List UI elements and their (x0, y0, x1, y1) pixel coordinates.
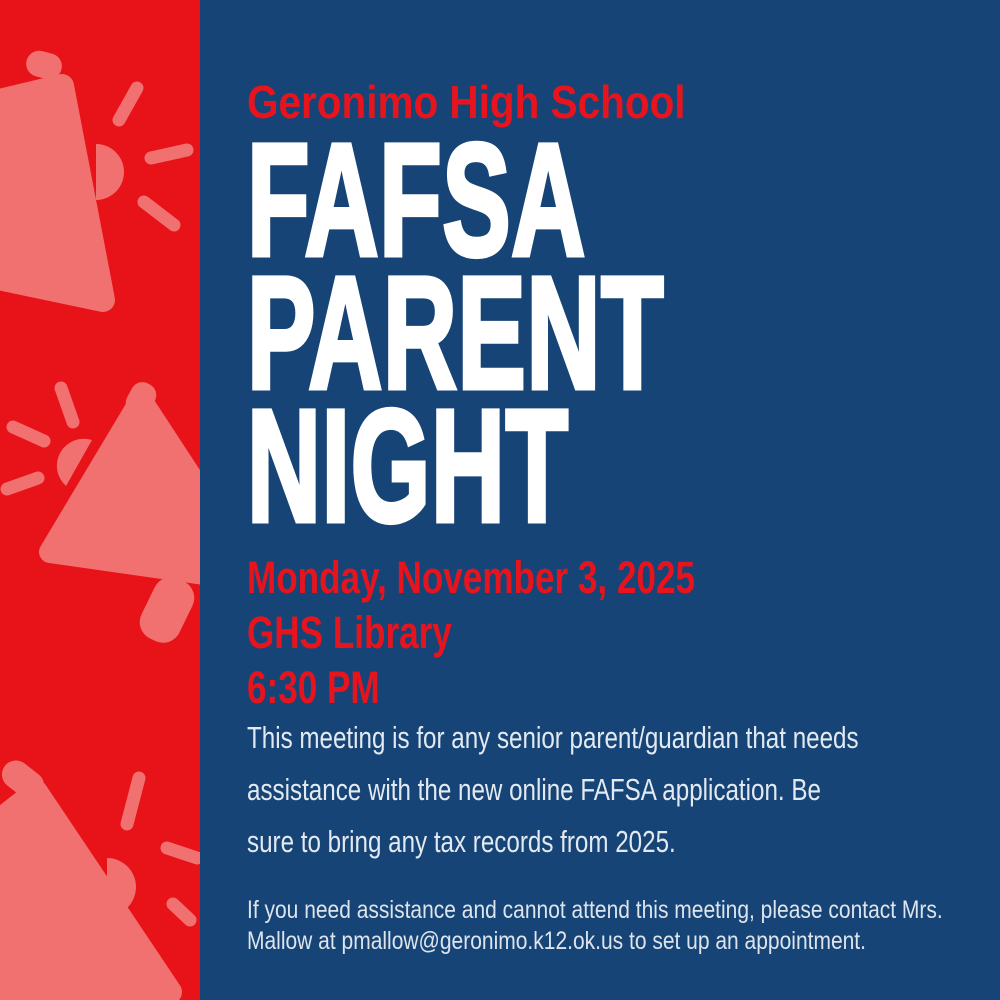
title-line: FAFSA (247, 110, 586, 289)
school-name-text: Geronimo High School (247, 76, 686, 128)
title-line: PARENT (247, 243, 665, 422)
red-sidebar (0, 0, 200, 1000)
event-time: 6:30 PM (247, 662, 380, 713)
description-text: This meeting is for any senior parent/guardian that needs assistance with the new online FAFSA application. Be sure to bring any tax records from 2025. (247, 720, 859, 859)
megaphone-icon (7, 378, 200, 649)
title-line: NIGHT (247, 376, 569, 555)
flyer-title (247, 110, 665, 555)
megaphone-icon (0, 48, 187, 300)
megaphone-icon (0, 755, 197, 992)
event-location: GHS Library (247, 607, 452, 658)
megaphone-art (0, 0, 200, 1000)
event-details (247, 550, 695, 715)
contact-text: If you need assistance and cannot attend this meeting, please contact Mrs. Mallow at pmallow@geronimo.k12.ok.us to set up an appointment. (247, 896, 943, 955)
event-date: Monday, November 3, 2025 (247, 552, 696, 603)
flyer-content (247, 0, 1000, 1000)
